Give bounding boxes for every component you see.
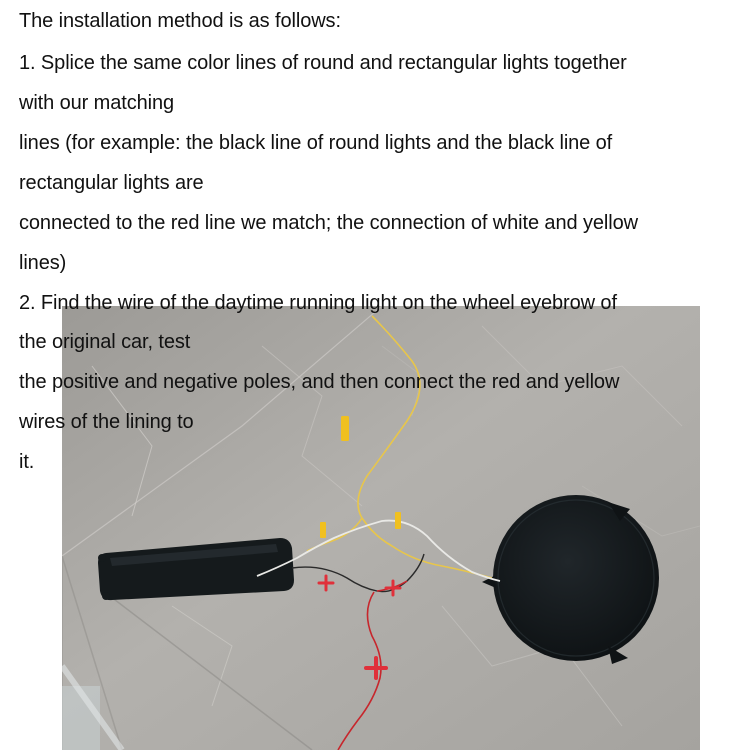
- step2-line: it.: [19, 451, 35, 473]
- step1-line: lines): [19, 252, 67, 274]
- step1-line: lines (for example: the black line of round lights and the black line of: [19, 132, 613, 154]
- step1-line: connected to the red line we match; the connection of white and yellow: [19, 212, 638, 234]
- step2-line: the positive and negative poles, and then connect the red and yellow: [19, 371, 620, 393]
- step2-line: 2. Find the wire of the daytime running light on the wheel eyebrow of: [19, 292, 617, 314]
- step1-line: rectangular lights are: [19, 172, 204, 194]
- step2-line: the original car, test: [19, 331, 191, 353]
- heading: The installation method is as follows:: [19, 10, 341, 32]
- step2-line: wires of the lining to: [19, 411, 194, 433]
- step1-line: 1. Splice the same color lines of round and rectangular lights together: [19, 52, 627, 74]
- step1-line: with our matching: [19, 92, 175, 114]
